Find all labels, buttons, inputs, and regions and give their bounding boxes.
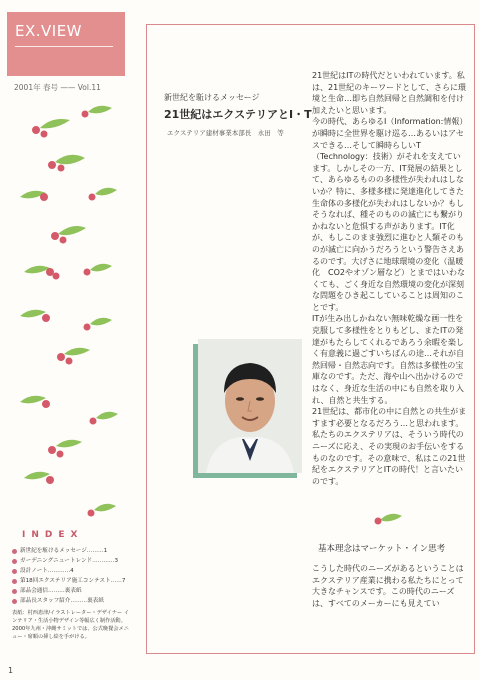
bullet-icon bbox=[12, 599, 17, 604]
article-submessage: 新世紀を駈けるメッセージ bbox=[164, 93, 260, 102]
author-photo bbox=[198, 339, 302, 473]
page-number: 1 bbox=[8, 666, 14, 675]
index-item-label: 部品長スタッフ紹介………裏表紙 bbox=[20, 598, 104, 604]
section-heading: 基本理念はマーケット・イン思考 bbox=[318, 544, 446, 554]
bullet-icon bbox=[12, 569, 17, 574]
index-item[interactable] bbox=[12, 556, 130, 566]
index-item-label: 新世紀を駈けるメッセージ………1 bbox=[20, 548, 108, 554]
index-list bbox=[12, 546, 130, 606]
index-item-label: ガーデニングニュートレンド…………3 bbox=[20, 558, 119, 564]
bullet-icon bbox=[12, 549, 17, 554]
index-box bbox=[12, 530, 130, 641]
article-paragraph: 今の時代、あらゆるI（Information:情報）が瞬時に全世界を駆け巡る…あるいはアセスできる…そして瞬時らしいT（Technology：技術）がそれを支えています。しかしその一方、IT発展の結果として、あらゆるものの多様性が失われはしないか？特に、多様多様に発達進化してきた生命体の多様化が失われはしないか？もしそうなれば、種そのものの滅亡にも繋がりかねないと危惧する声があります。IT化が、もしこのまま強烈に進むと人類そのものが滅亡に向かうだろうという警告さえあるのです。大げさに地球環境の変化（温暖化 CO2やオゾン層など）とまではいわなくても、ごく身近な自然環境の変化が深刻な問題をひき起こしていることは周知のことです。 bbox=[312, 117, 468, 312]
article-headline: 21世紀はエクステリアとI・T bbox=[164, 108, 312, 121]
index-item-label: 部品会通信………裏表紙 bbox=[20, 588, 82, 594]
index-item[interactable] bbox=[12, 586, 130, 596]
article-paragraph: 21世紀は、都市化の中に自然との共生がますます必要となるだろう…と思われます。私たちのエクステリアは、そういう時代のニーズに応え、その実現のお手伝いをするものなのです。その意味で、私はこの21世紀をエクステリアとITの時代！と言いたいのです。 bbox=[312, 407, 467, 486]
index-item[interactable] bbox=[12, 546, 130, 556]
index-item-label: 第18回エクステリア施工コンテスト……7 bbox=[20, 578, 126, 584]
article-paragraph: ITが生み出しかねない無味乾燥な画一性を克服して多様性をとりもどし、またITの発達がもたらしてくれるであろう余暇を楽しく有意義に過ごすいちばんの途…それが自然回帰・自然志向です。自然は多様性の宝庫なのです。ただ、海や山へ出かけるのではなく、身近な生活の中にも自然を取り入れ、自然と共生する。 bbox=[312, 314, 464, 405]
portrait-illustration bbox=[198, 339, 302, 473]
masthead-rule bbox=[15, 46, 113, 47]
masthead-title: EX.VIEW bbox=[15, 22, 83, 40]
index-item[interactable] bbox=[12, 576, 130, 586]
bullet-icon bbox=[12, 559, 17, 564]
article-paragraph: 21世紀はITの時代だといわれています。私は、21世紀のキーワードとして、さらに環境と生命…即ち自然回帰と自然調和を付け加えたいと思います。 bbox=[312, 71, 467, 115]
left-sidebar bbox=[0, 0, 132, 680]
index-item-label: 設計ノート…………4 bbox=[20, 568, 74, 574]
article-body bbox=[312, 70, 468, 487]
index-title: INDEX bbox=[22, 530, 84, 540]
berry-illustration bbox=[0, 96, 132, 526]
bullet-icon bbox=[12, 579, 17, 584]
index-item[interactable] bbox=[12, 566, 130, 576]
berry-ornament-icon bbox=[374, 512, 404, 526]
masthead-banner bbox=[7, 12, 125, 76]
article-byline: エクステリア建材事業本部長 永田 等 bbox=[167, 129, 284, 137]
section-text: こうした時代のニーズがあるということはエクステリア産業に携わる私たちにとって大きなチャンスです。この時代のニーズは、すべてのメーカーにも見えてい bbox=[312, 564, 464, 608]
issue-line: 2001年 春号 —— Vol.11 bbox=[14, 83, 101, 92]
cover-note: 表紙：村西恵津/イラストレーター・デザイナー インテリア・生活小物デザイン等幅広く制作活動。2000年九州・沖縄サミットでは、公式晩餐会メニュー・席順の挿し絵を手がける。 bbox=[12, 610, 130, 640]
bullet-icon bbox=[12, 589, 17, 594]
index-item[interactable] bbox=[12, 596, 130, 606]
